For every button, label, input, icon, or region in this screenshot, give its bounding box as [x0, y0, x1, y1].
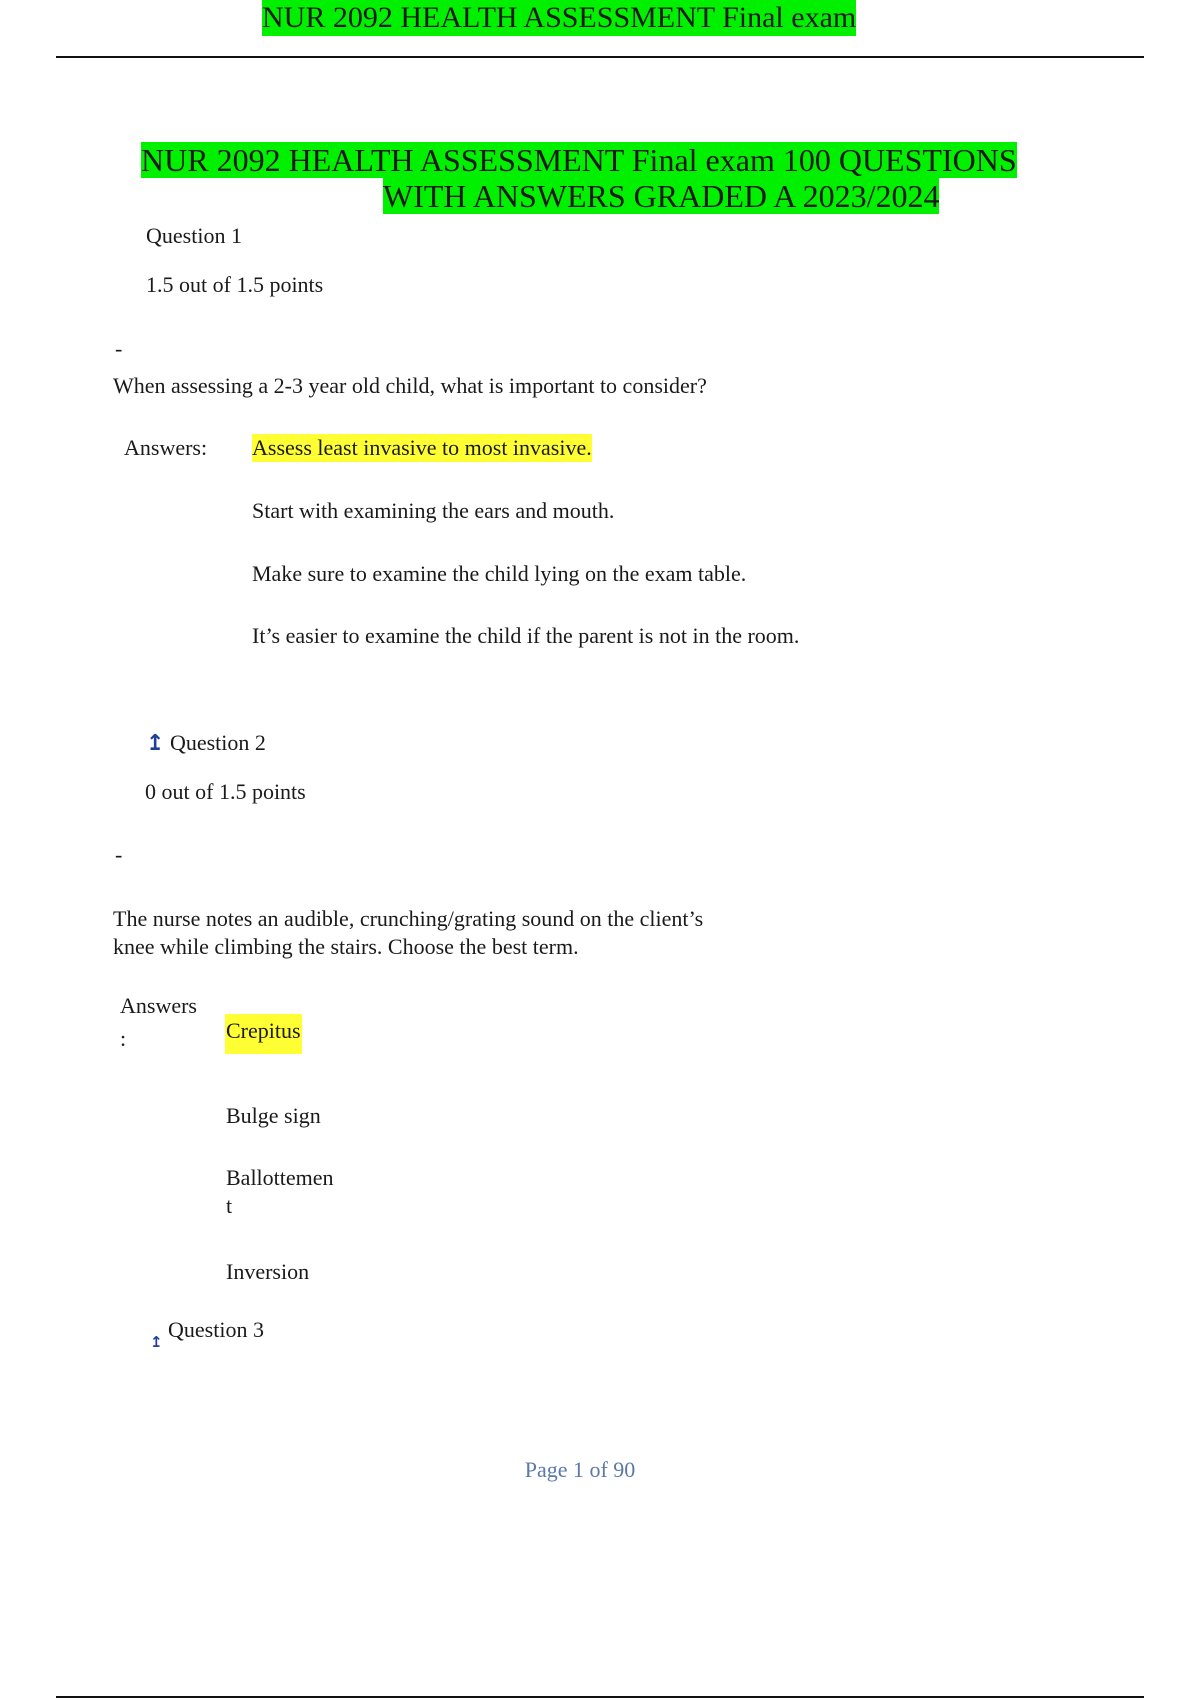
- question-2-answer-4: Inversion: [226, 1259, 310, 1284]
- question-2-label: Question 2: [169, 730, 266, 755]
- question-1-answers-label: Answers:: [124, 435, 208, 460]
- question-2-answer-1: Crepitus: [225, 1014, 302, 1054]
- up-arrow-icon: ↥: [150, 1333, 163, 1351]
- running-header: NUR 2092 HEALTH ASSESSMENT Final exam: [262, 1, 857, 34]
- up-arrow-icon: ↥: [146, 731, 165, 756]
- footer-rule: [56, 1696, 1144, 1698]
- question-2-prompt-line-2: knee while climbing the stairs. Choose the best term.: [113, 934, 579, 959]
- question-2-answer-3-wrap: t: [226, 1193, 233, 1218]
- question-2-answer-3: Ballottemen: [226, 1165, 334, 1190]
- question-2-points: 0 out of 1.5 points: [145, 779, 306, 804]
- header-rule: [56, 56, 1144, 58]
- question-1-prompt: When assessing a 2-3 year old child, what is important to consider?: [113, 373, 707, 398]
- question-1-points: 1.5 out of 1.5 points: [146, 272, 324, 297]
- question-1-answer-4: It’s easier to examine the child if the parent is not in the room.: [252, 623, 800, 648]
- question-2-answers-label-colon: :: [120, 1026, 127, 1051]
- question-1-answer-3: Make sure to examine the child lying on the exam table.: [252, 561, 747, 586]
- document-title-line-1: NUR 2092 HEALTH ASSESSMENT Final exam 100 QUESTIONS: [141, 142, 1017, 178]
- question-1-answer-2: Start with examining the ears and mouth.: [252, 498, 615, 523]
- question-1-label: Question 1: [146, 223, 242, 248]
- question-2-answers-label: Answers: [120, 993, 197, 1018]
- question-2-header: [146, 729, 266, 758]
- question-3-label: Question 3: [168, 1317, 264, 1342]
- document-title-line-2: WITH ANSWERS GRADED A 2023/2024: [383, 178, 940, 214]
- question-1-dash: -: [115, 336, 123, 361]
- page-number: Page 1 of 90: [524, 1457, 636, 1482]
- question-2-answer-2: Bulge sign: [226, 1103, 321, 1128]
- question-2-dash: -: [115, 842, 123, 867]
- question-2-prompt-line-1: The nurse notes an audible, crunching/grating sound on the client’s: [113, 906, 704, 931]
- question-1-answer-1: Assess least invasive to most invasive.: [252, 435, 592, 460]
